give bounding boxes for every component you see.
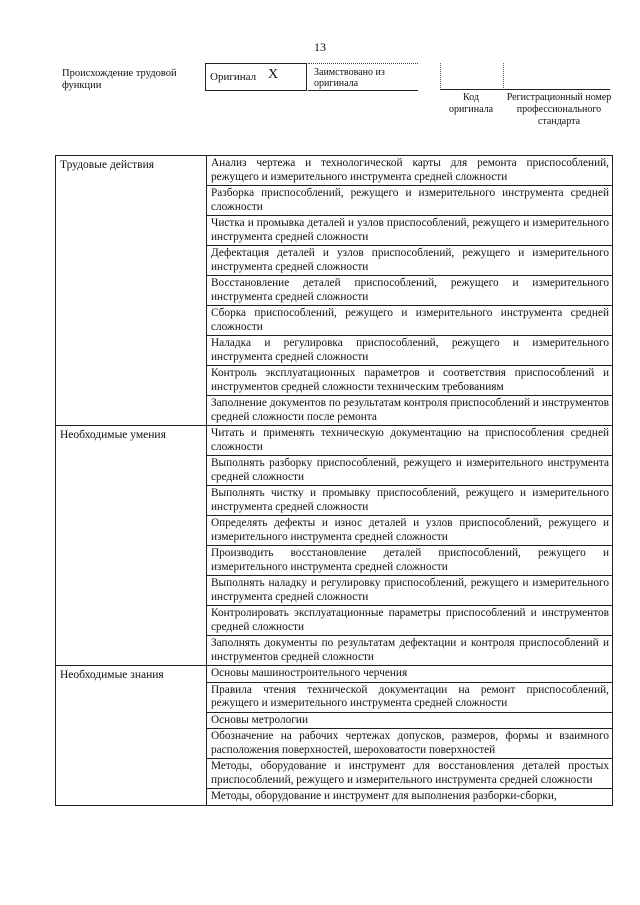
section-item: Производить восстановление деталей приспособлений, режущего и измерительного инструмента средней сложности (207, 546, 613, 576)
section-item: Контроль эксплуатационных параметров и соответствия приспособлений и инструментов средней сложности техническим требованиям (207, 366, 613, 396)
table-row (56, 426, 613, 456)
section-item: Основы метрологии (207, 712, 613, 729)
borrowed-cell (308, 63, 418, 91)
section-item: Определять дефекты и износ деталей и узлов приспособлений, режущего и измерительного инструмента средней сложности (207, 516, 613, 546)
registration-number-cell (503, 63, 610, 90)
section-item: Восстановление деталей приспособлений, режущего и измерительного инструмента средней сложности (207, 276, 613, 306)
section-item: Правила чтения технической документации на ремонт приспособлений, режущего и измерительного инструмента средней сложности (207, 682, 613, 712)
borrowed-label: Заимствовано из оригинала (314, 67, 385, 89)
section-item: Контролировать эксплуатационные параметры приспособлений и инструментов средней сложности (207, 606, 613, 636)
section-item: Обозначение на рабочих чертежах допусков, размеров, формы и взаимного расположения поверхностей, шероховатости поверхностей (207, 729, 613, 759)
section-title: Необходимые знания (56, 666, 207, 806)
origin-label: Происхождение трудовой функции (62, 68, 177, 91)
section-title: Необходимые умения (56, 426, 207, 666)
original-mark: X (268, 67, 279, 82)
section-item: Методы, оборудование и инструмент для выполнения разборки-сборки, (207, 789, 613, 806)
section-item: Чистка и промывка деталей и узлов приспособлений, режущего и измерительного инструмента средней сложности (207, 216, 613, 246)
table-row (56, 666, 613, 683)
section-item: Разборка приспособлений, режущего и измерительного инструмента средней сложности (207, 186, 613, 216)
section-item: Основы машиностроительного черчения (207, 666, 613, 683)
original-cell (205, 63, 307, 91)
section-item: Методы, оборудование и инструмент для восстановления деталей простых приспособлений, режущего и измерительного инструмента средней сложности (207, 759, 613, 789)
code-caption: Код оригинала (448, 92, 494, 115)
section-item: Читать и применять техническую документацию на приспособления средней сложности (207, 426, 613, 456)
labor-function-table (55, 155, 613, 806)
section-item: Выполнять наладку и регулировку приспособлений, режущего и измерительного инструмента средней сложности (207, 576, 613, 606)
table-row (56, 156, 613, 186)
section-item: Выполнять разборку приспособлений, режущего и измерительного инструмента средней сложности (207, 456, 613, 486)
section-item: Выполнять чистку и промывку приспособлений, режущего и измерительного инструмента средней сложности (207, 486, 613, 516)
section-item: Сборка приспособлений, режущего и измерительного инструмента средней сложности (207, 306, 613, 336)
section-item: Заполнение документов по результатам контроля приспособлений и инструментов средней сложности после ремонта (207, 396, 613, 426)
code-cell (440, 63, 503, 90)
section-item: Наладка и регулировка приспособлений, режущего и измерительного инструмента средней сложности (207, 336, 613, 366)
original-label: Оригинал (210, 71, 257, 83)
section-item: Заполнять документы по результатам дефектации и контроля приспособлений и инструментов средней сложности (207, 636, 613, 666)
section-item: Дефектация деталей и узлов приспособлений, режущего и измерительного инструмента средней сложности (207, 246, 613, 276)
registration-number-caption: Регистрационный номер профессионального стандарта (506, 92, 612, 127)
section-title: Трудовые действия (56, 156, 207, 426)
section-item: Анализ чертежа и технологической карты для ремонта приспособлений, режущего и измерительного инструмента средней сложности (207, 156, 613, 186)
page-number: 13 (314, 40, 326, 54)
